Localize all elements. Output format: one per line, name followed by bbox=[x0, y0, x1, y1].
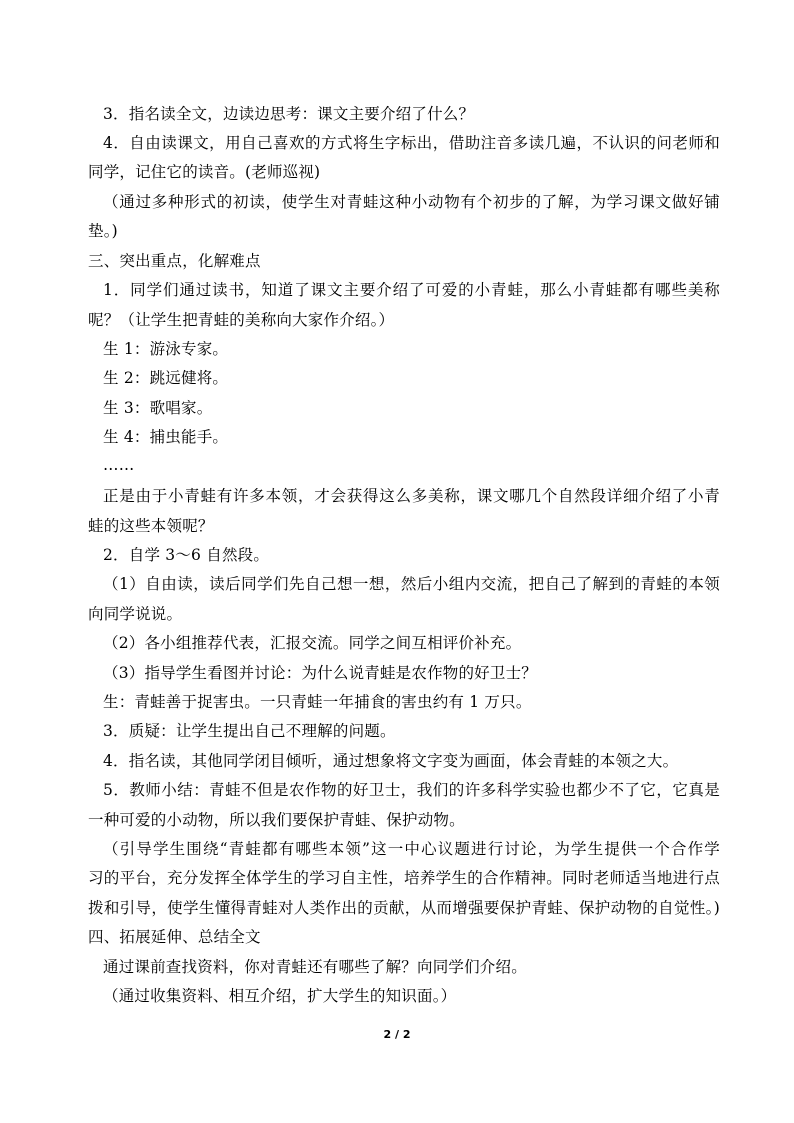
text-line: （通过收集资料、相互介绍，扩大学生的知识面。） bbox=[103, 987, 457, 1005]
text-line: 正是由于小青蛙有许多本领，才会获得这么多美称，课文哪几个自然段详细介绍了小青 bbox=[103, 487, 720, 505]
text-line: 习的平台，充分发挥全体学生的学习自主性，培养学生的合作精神。同时老师适当地进行点 bbox=[88, 869, 720, 887]
text-line: 3．质疑：让学生提出自己不理解的问题。 bbox=[103, 722, 396, 740]
text-line: 蛙的这些本领呢？ bbox=[88, 517, 214, 535]
text-line: 生 2：跳远健将。 bbox=[103, 369, 229, 387]
text-line: 通过课前查找资料，你对青蛙还有哪些了解？向同学们介绍。 bbox=[103, 958, 527, 976]
text-line: 2．自学 3～6 自然段。 bbox=[103, 546, 270, 564]
text-line: 1．同学们通过读书，知道了课文主要介绍了可爱的小青蛙，那么小青蛙都有哪些美称 bbox=[103, 281, 720, 299]
text-line: （2）各小组推荐代表，汇报交流。同学之间互相评价补充。 bbox=[103, 634, 522, 652]
text-line: 同学，记住它的读音。(老师巡视) bbox=[88, 163, 321, 181]
text-line: 垫。) bbox=[88, 222, 118, 240]
text-line: 3．指名读全文，边读边思考：课文主要介绍了什么？ bbox=[103, 105, 475, 123]
text-line: 生 4：捕虫能手。 bbox=[103, 428, 229, 446]
text-line: 4．自由读课文，用自己喜欢的方式将生字标出，借助注音多读几遍，不认识的问老师和 bbox=[103, 134, 720, 152]
text-line: 向同学说说。 bbox=[88, 605, 183, 623]
text-line: 5．教师小结：青蛙不但是农作物的好卫士，我们的许多科学实验也都少不了它，它真是 bbox=[103, 781, 720, 799]
text-line: （3）指导学生看图并讨论：为什么说青蛙是农作物的好卫士？ bbox=[103, 664, 537, 682]
text-line: （1）自由读，读后同学们先自己想一想，然后小组内交流，把自己了解到的青蛙的本领 bbox=[103, 575, 720, 593]
section-heading: 四、拓展延伸、总结全文 bbox=[88, 928, 261, 946]
text-line: 拨和引导，使学生懂得青蛙对人类作出的贡献，从而增强要保护青蛙、保护动物的自觉性。) bbox=[88, 899, 720, 917]
text-line: （通过多种形式的初读，使学生对青蛙这种小动物有个初步的了解，为学习课文做好铺 bbox=[103, 193, 720, 211]
page-number: 2 / 2 bbox=[383, 1028, 411, 1041]
text-line: （引导学生围绕“青蛙都有哪些本领”这一中心议题进行讨论，为学生提供一个合作学 bbox=[103, 840, 720, 858]
text-line: 一种可爱的小动物，所以我们要保护青蛙、保护动物。 bbox=[88, 811, 465, 829]
ellipsis-line: …… bbox=[103, 456, 135, 474]
text-line: 生 3：歌唱家。 bbox=[103, 399, 213, 417]
text-line: 生：青蛙善于捉害虫。一只青蛙一年捕食的害虫约有 1 万只。 bbox=[103, 693, 532, 711]
text-line: 4．指名读，其他同学闭目倾听，通过想象将文字变为画面，体会青蛙的本领之大。 bbox=[103, 752, 679, 770]
text-line: 生 1：游泳专家。 bbox=[103, 340, 229, 358]
text-line: 呢？（让学生把青蛙的美称向大家作介绍。） bbox=[88, 311, 395, 329]
section-heading: 三、突出重点，化解难点 bbox=[88, 252, 261, 270]
